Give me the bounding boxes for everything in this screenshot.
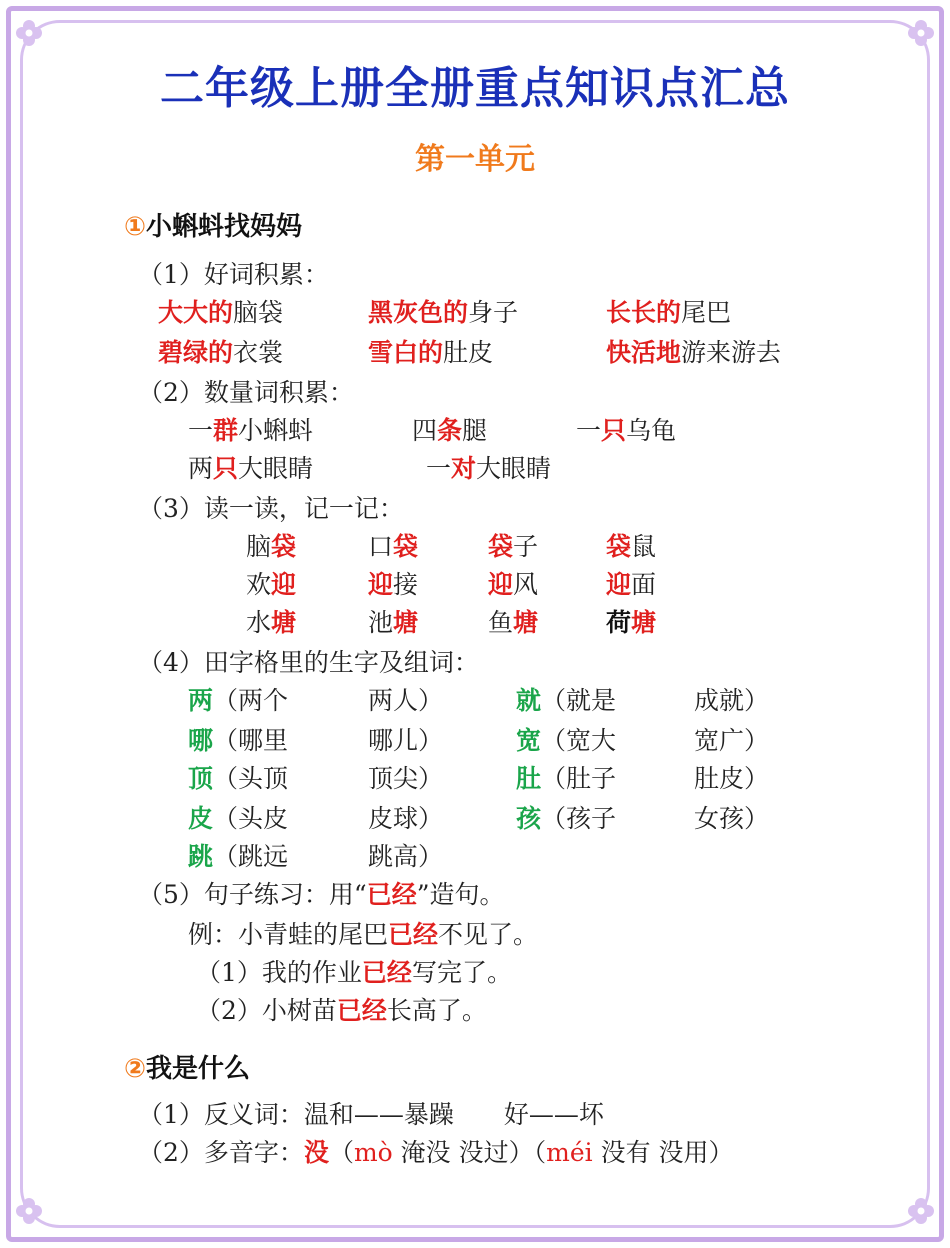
practice-sentence: （2）小树苗已经长高了。 <box>196 996 487 1025</box>
read-word: 口袋 <box>368 532 419 561</box>
unit-title: 第一单元 <box>415 142 535 177</box>
lesson-name: 我是什么 <box>146 1054 251 1084</box>
char-entry: 顶（头顶 <box>188 764 289 793</box>
char-entry: 宽（宽大 <box>516 726 617 755</box>
flower-icon <box>906 18 936 48</box>
read-word: 袋子 <box>488 532 539 561</box>
flower-icon <box>14 18 44 48</box>
read-word: 迎风 <box>488 570 539 599</box>
lesson-number: ② <box>124 1054 147 1084</box>
read-word: 迎面 <box>606 570 657 599</box>
lesson-heading <box>124 1048 250 1085</box>
char-entry: 宽广） <box>694 726 770 755</box>
char-entry: 两（两个 <box>188 686 289 715</box>
read-word: 脑袋 <box>246 532 297 561</box>
measure-word: 一群小蝌蚪 <box>188 416 314 445</box>
char-entry: 两人） <box>368 686 444 715</box>
read-word: 荷塘 <box>606 608 657 637</box>
page-title: 二年级上册全册重点知识点汇总 <box>160 63 790 114</box>
read-word: 袋鼠 <box>606 532 657 561</box>
char-entry: 哪儿） <box>368 726 444 755</box>
measure-word: 两只大眼睛 <box>188 454 314 483</box>
char-entry: 顶尖） <box>368 764 444 793</box>
good-word: 碧绿的衣裳 <box>158 338 284 367</box>
char-entry: 孩（孩子 <box>516 804 617 833</box>
good-word: 长长的尾巴 <box>606 298 732 327</box>
good-word: 雪白的肚皮 <box>368 338 494 367</box>
read-word: 池塘 <box>368 608 419 637</box>
char-entry: 哪（哪里 <box>188 726 289 755</box>
polyphone-line: （2）多音字：没（mò 淹没 没过）（méi 没有 没用） <box>138 1138 734 1167</box>
example-sentence: 例：小青蛙的尾巴已经不见了。 <box>188 920 539 949</box>
read-word: 迎接 <box>368 570 419 599</box>
char-entry: 跳（跳远 <box>188 842 289 871</box>
section-heading: （2）数量词积累： <box>138 378 354 407</box>
section-heading: （1）好词积累： <box>138 260 329 289</box>
lesson-name: 小蝌蚪找妈妈 <box>146 212 303 242</box>
read-word: 欢迎 <box>246 570 297 599</box>
antonym-line: （1）反义词：温和——暴躁 好——坏 <box>138 1100 604 1129</box>
lesson-heading <box>124 206 302 243</box>
flower-icon <box>14 1196 44 1226</box>
char-entry: 成就） <box>694 686 770 715</box>
char-entry: 肚皮） <box>694 764 770 793</box>
char-entry: 肚（肚子 <box>516 764 617 793</box>
flower-icon <box>906 1196 936 1226</box>
char-entry: 女孩） <box>694 804 770 833</box>
good-word: 快活地游来游去 <box>606 338 782 367</box>
measure-word: 一只乌龟 <box>576 416 677 445</box>
read-word: 水塘 <box>246 608 297 637</box>
section-heading: （3）读一读，记一记： <box>138 494 404 523</box>
lesson-number: ① <box>124 212 147 242</box>
measure-word: 一对大眼睛 <box>426 454 552 483</box>
read-word: 鱼塘 <box>488 608 539 637</box>
section-heading: （5）句子练习：用“已经”造句。 <box>138 880 505 909</box>
good-word: 大大的脑袋 <box>158 298 284 327</box>
char-entry: 皮球） <box>368 804 444 833</box>
char-entry: 就（就是 <box>516 686 617 715</box>
char-entry: 皮（头皮 <box>188 804 289 833</box>
section-heading: （4）田字格里的生字及组词： <box>138 648 479 677</box>
good-word: 黑灰色的身子 <box>368 298 519 327</box>
practice-sentence: （1）我的作业已经写完了。 <box>196 958 512 987</box>
char-entry: 跳高） <box>368 842 444 871</box>
page-border-inner <box>20 20 930 1228</box>
measure-word: 四条腿 <box>412 416 488 445</box>
